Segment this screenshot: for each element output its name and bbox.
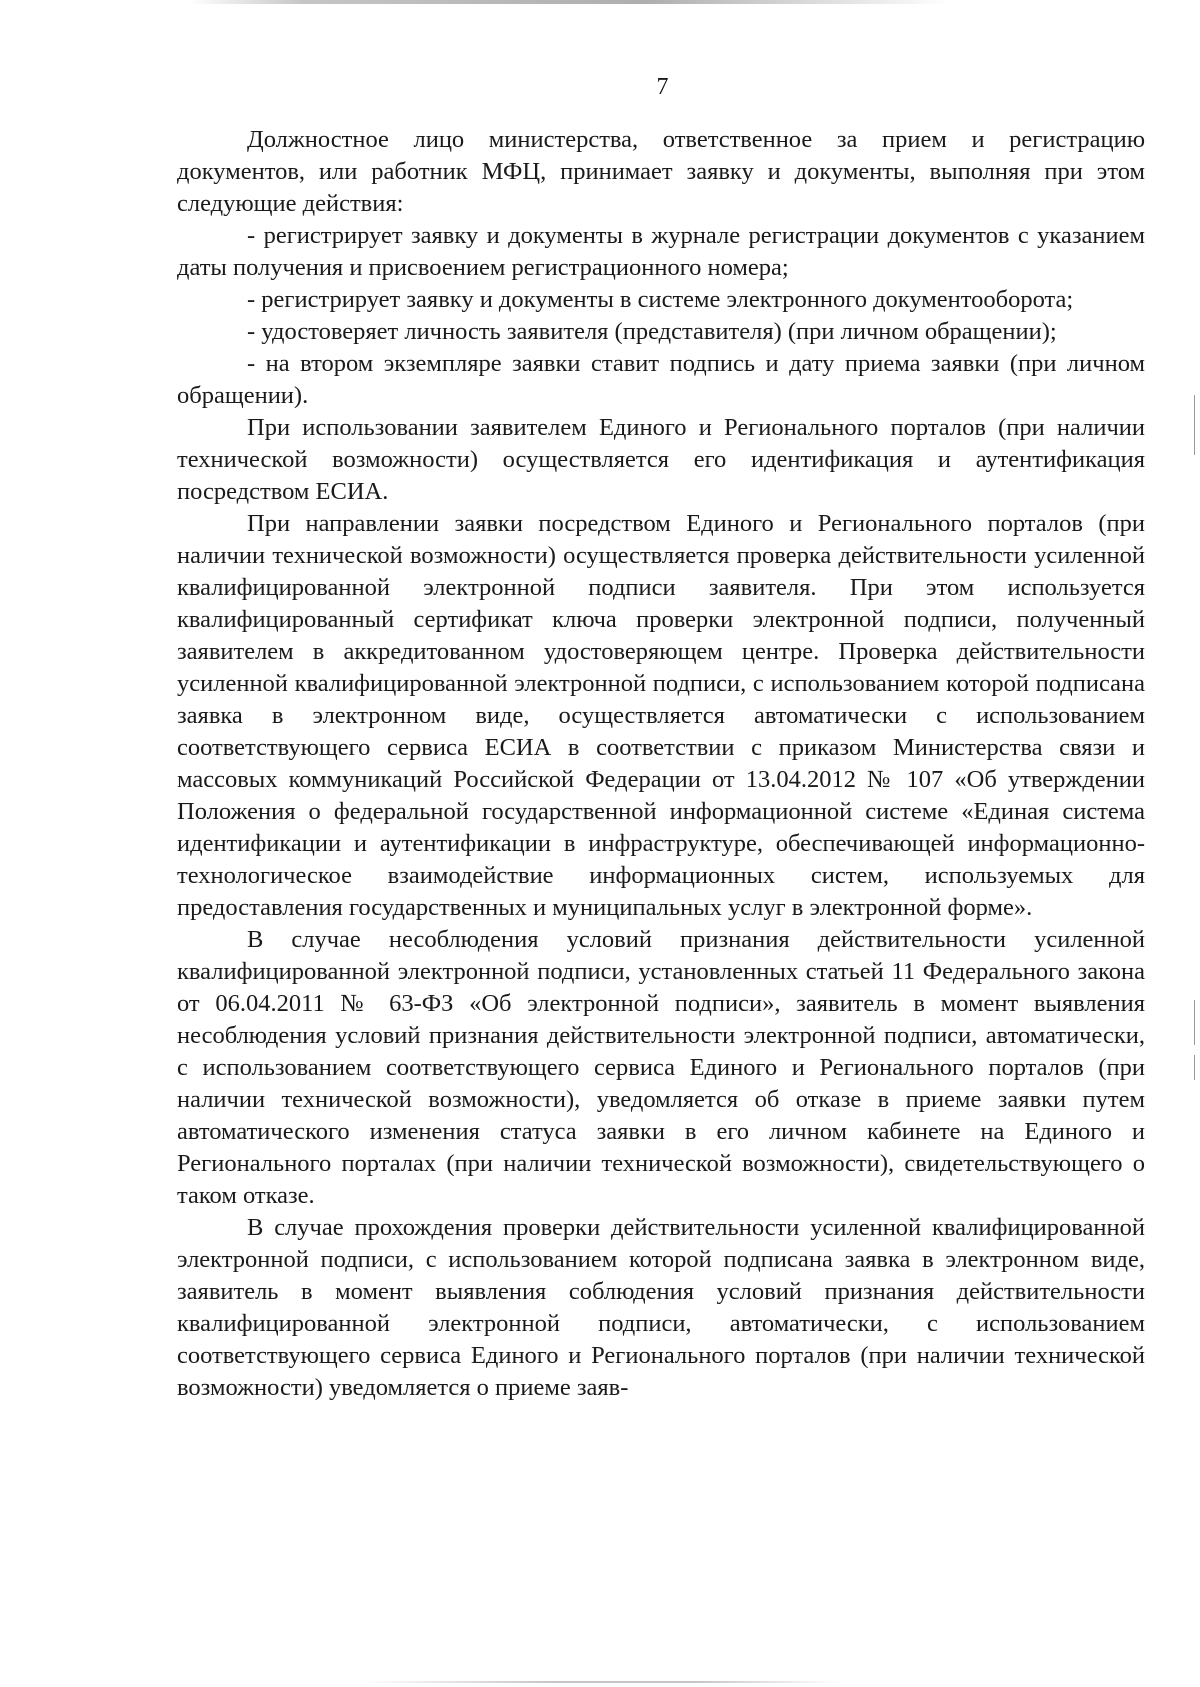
paragraph: При использовании заявителем Единого и Регионального порталов (при наличии технической возможности) осуществляется его идентификация и аутентификация посредством ЕСИА.: [177, 414, 1145, 505]
paragraph: В случае прохождения проверки действительности усиленной квалифицированной электронной подписи, с использованием которой подписана заявка в электронном виде, заявитель в момент выявления соблюдения условий признания действительности квалифицированной электронной подписи, автоматически, с использованием соответствующего сервиса Единого и Регионального порталов (при наличии технической возможности) уведомляется о приеме заяв-: [177, 1214, 1145, 1401]
scan-mark: [1194, 395, 1195, 455]
paragraph: При направлении заявки посредством Единого и Регионального порталов (при наличии технической возможности) осуществляется проверка действительности усиленной квалифицированной электронной подписи заявителя. При этом используется квалифицированный сертификат ключа проверки электронной подписи, полученный заявителем в аккредитованном удостоверяющем центре. Проверка действительности усиленной квалифицированной электронной подписи, с использованием которой подписана заявка в электронном виде, осуществляется автоматически с использованием соответствующего сервиса ЕСИА в соответствии с приказом Министерства связи и массовых коммуникаций Российской Федерации от 13.04.2012 № 107 «Об утверждении Положения о федеральной государственной информационной системе «Единая система идентификации и аутентификации в инфраструктуре, обеспечивающей информационно-технологическое взаимодействие информационных систем, используемых для предоставления государственных и муниципальных услуг в электронной форме».: [177, 510, 1145, 921]
paragraph: Должностное лицо министерства, ответственное за прием и регистрацию документов, или работник МФЦ, принимает заявку и документы, выполняя при этом следующие действия:: [177, 126, 1145, 217]
page-number: 7: [656, 74, 669, 100]
paragraph: В случае несоблюдения условий признания действительности усиленной квалифицированной электронной подписи, установленных статьей 11 Федерального закона от 06.04.2011 № 63-ФЗ «Об электронной подписи», заявитель в момент выявления несоблюдения условий признания действительности электронной подписи, автоматически, с использованием соответствующего сервиса Единого и Регионального порталов (при наличии технической возможности), уведомляется об отказе в приеме заявки путем автоматического изменения статуса заявки в его личном кабинете на Единого и Регионального порталах (при наличии технической возможности), свидетельствующего о таком отказе.: [177, 926, 1145, 1209]
scan-edge-top: [190, 0, 950, 4]
list-item: - регистрирует заявку и документы в системе электронного документооборота;: [247, 286, 1074, 313]
scan-edge-bottom: [360, 1681, 840, 1683]
list-item: - регистрирует заявку и документы в журнале регистрации документов с указанием даты получения и присвоением регистрационного номера;: [177, 222, 1145, 281]
document-body: [177, 124, 1145, 1404]
scan-mark: [1194, 1055, 1195, 1080]
scan-mark: [1194, 1000, 1195, 1045]
list-item: - удостоверяет личность заявителя (представителя) (при личном обращении);: [247, 318, 1057, 345]
list-item: - на втором экземпляре заявки ставит подпись и дату приема заявки (при личном обращении).: [177, 350, 1145, 409]
